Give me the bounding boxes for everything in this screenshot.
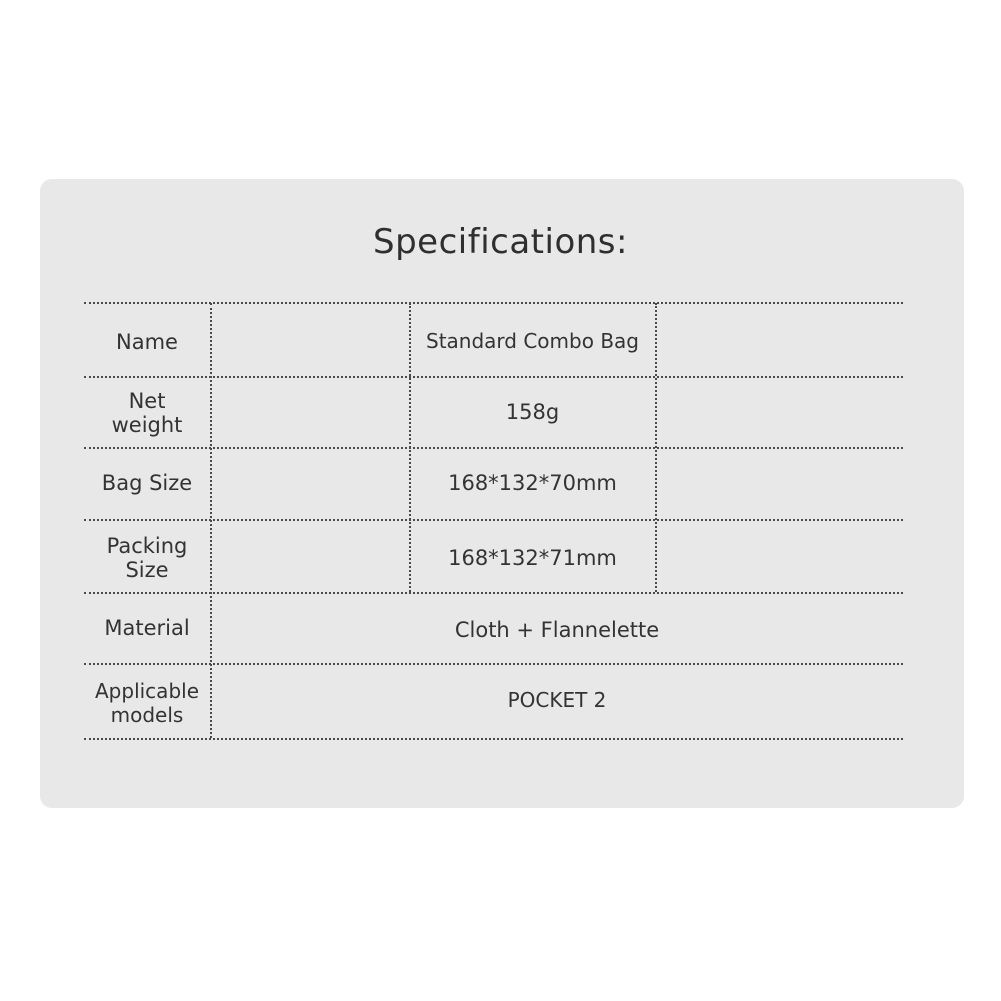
table-divider bbox=[210, 303, 212, 738]
table-rule bbox=[84, 592, 903, 594]
spec-label-packing-size: Packing Size bbox=[106, 534, 188, 582]
page-title: Specifications: bbox=[373, 222, 628, 262]
table-divider bbox=[655, 303, 657, 592]
spec-label-material: Material bbox=[104, 616, 190, 640]
spec-value-net-weight: 158g bbox=[505, 400, 560, 424]
table-rule bbox=[84, 376, 903, 378]
spec-label-net-weight: Net weight bbox=[111, 389, 183, 437]
spec-label-bag-size: Bag Size bbox=[101, 471, 193, 495]
table-rule bbox=[84, 738, 903, 740]
spec-value-packing-size: 168*132*71mm bbox=[448, 546, 617, 570]
spec-label-name: Name bbox=[116, 330, 178, 354]
table-rule bbox=[84, 519, 903, 521]
table-rule bbox=[84, 447, 903, 449]
spec-value-material: Cloth + Flannelette bbox=[454, 618, 660, 642]
spec-value-name: Standard Combo Bag bbox=[426, 329, 639, 353]
spec-value-bag-size: 168*132*70mm bbox=[448, 471, 617, 495]
spec-value-applicable-models: POCKET 2 bbox=[507, 688, 607, 712]
spec-label-applicable-models: Applicable models bbox=[95, 679, 199, 727]
table-rule bbox=[84, 302, 903, 304]
table-rule bbox=[84, 663, 903, 665]
